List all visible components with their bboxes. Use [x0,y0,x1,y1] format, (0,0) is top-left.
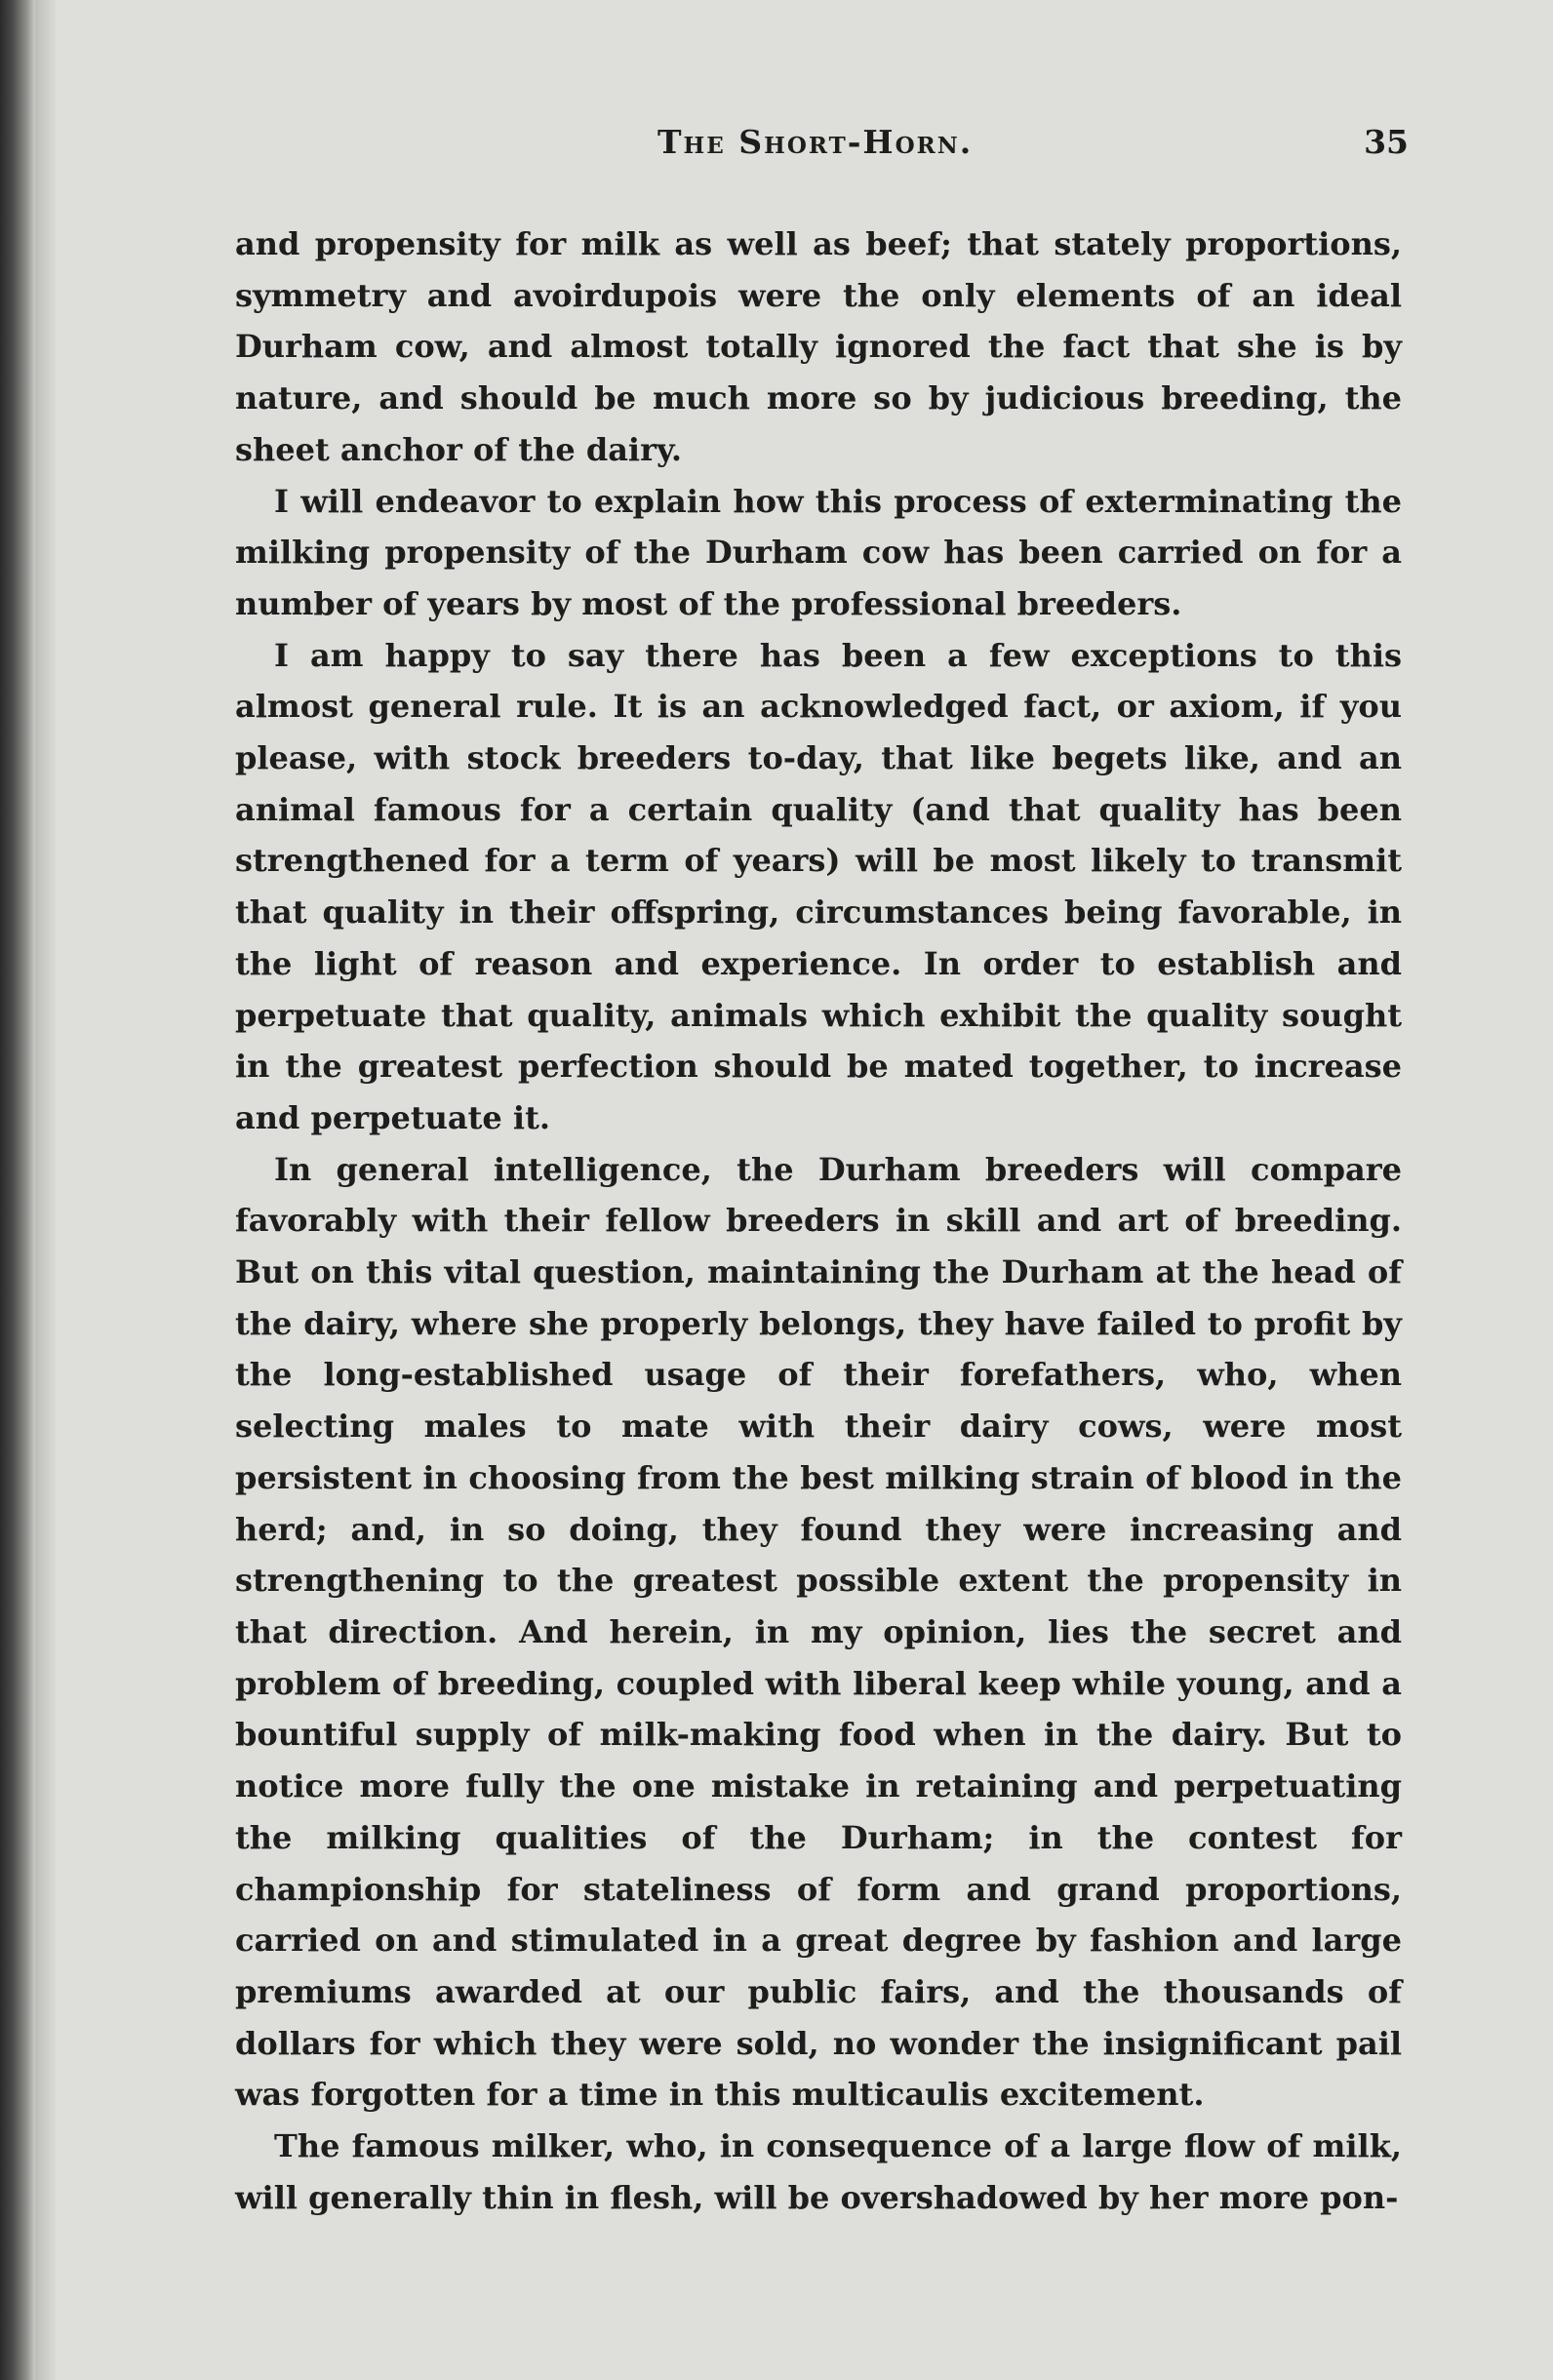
book-page [57,0,1553,2380]
paragraph: The famous milker, who, in consequence of a large flow of milk, will generally thin in flesh, will be overshadowed by her more pon- [235,2127,1402,2216]
paragraph: and propensity for milk as well as beef; that stately proportions, symmetry and avoirdupois were the only elements of an ideal Durham cow, and almost totally ignored the fact that she is by nature, and should be much more so by judicious breeding, the sheet anchor of the dairy. [235,225,1402,468]
paragraph: I will endeavor to explain how this process of exterminating the milking propensity of the Durham cow has been carried on for a number of years by most of the professional breeders. [235,482,1402,622]
page-number: 35 [1364,123,1409,161]
page-gutter [35,0,57,2380]
body-text [235,218,1402,2223]
paragraph: I am happy to say there has been a few exceptions to this almost general rule. It is an acknowledged fact, or axiom, if you please, with stock breeders to-day, that like begets like, and an animal famous for a certain quality (and that quality has been strengthened for a term of years) will be most likely to transmit that quality in their offspring, circumstances being favorable, in the light of reason and experience. In order to establish and perpetuate that quality, animals which exhibit the quality sought in the greatest perfection should be mated together, to increase and perpetuate it. [235,636,1402,1136]
running-title: The Short-Horn. [657,123,974,161]
page-header [657,123,1409,172]
book-binding-shadow [0,0,35,2380]
paragraph: In general intelligence, the Durham breeders will compare favorably with their fellow breeders in skill and art of breeding. But on this vital question, maintaining the Durham at the head of the dairy, where she properly belongs, they have failed to profit by the long-established usage of their forefathers, who, when selecting males to mate with their dairy cows, were most persistent in choosing from the best milking strain of blood in the herd; and, in so doing, they found they were increasing and strengthening to the greatest possible extent the propensity in that direction. And herein, in my opinion, lies the secret and problem of breeding, coupled with liberal keep while young, and a bountiful supply of milk-making food when in the dairy. But to notice more fully the one mistake in retaining and perpetuating the milking qualities of the Durham; in the contest for championship for stateliness of form and grand proportions, carried on and stimulated in a great degree by fashion and large premiums awarded at our public fairs, and the thousands of dollars for which they were sold, no wonder the insignificant pail was forgotten for a time in this multicaulis excitement. [235,1150,1402,2114]
